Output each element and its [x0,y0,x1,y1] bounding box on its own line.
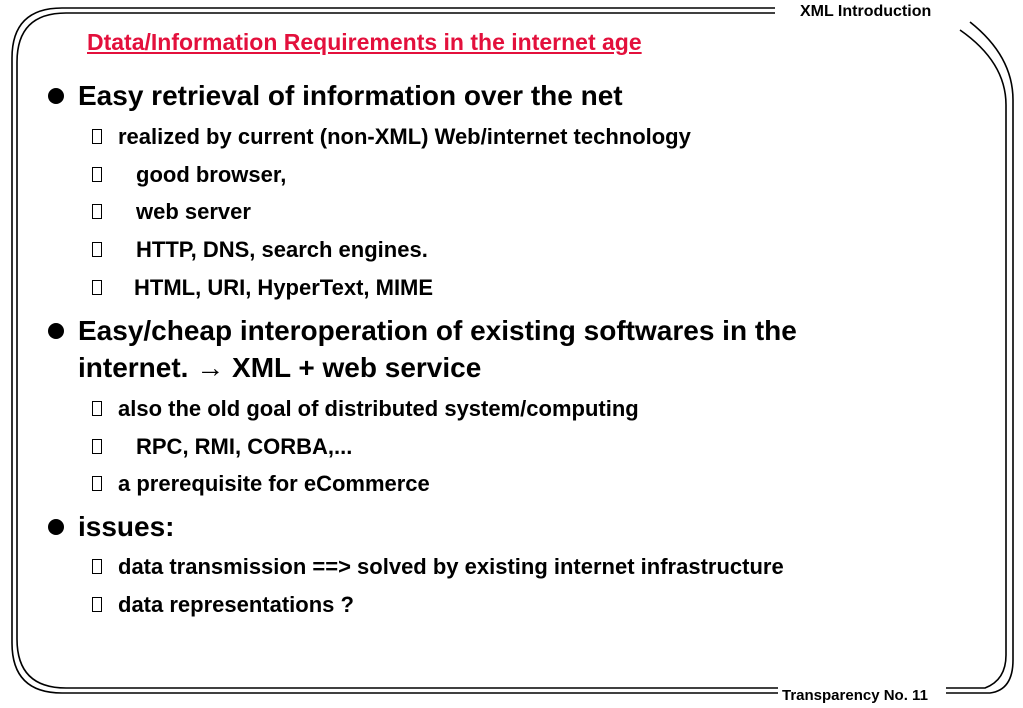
box-bullet-icon [92,242,102,257]
box-bullet-icon [92,439,102,454]
list-item-text: data transmission ==> solved by existing internet infrastructure [118,554,784,579]
list-item [118,123,691,151]
box-bullet-icon [92,280,102,295]
list-item-text: HTML, URI, HyperText, MIME [134,275,434,300]
box-bullet-icon [92,597,102,612]
list-item [118,591,354,619]
footer-label: Transparency No. 11 [778,686,946,706]
header-label: XML Introduction [796,2,960,22]
list-item-text: HTTP, DNS, search engines. [136,237,428,262]
list-item [118,553,784,581]
box-bullet-icon [92,204,102,219]
bullet-icon [48,519,64,535]
bullet-icon [48,323,64,339]
bullet-icon [48,88,64,104]
list-item [136,433,352,461]
box-bullet-icon [92,167,102,182]
box-bullet-icon [92,476,102,491]
list-item [78,313,797,349]
list-item-text: Easy retrieval of information over the net [78,80,623,111]
box-bullet-icon [92,401,102,416]
list-item [78,78,623,114]
list-item-text: issues: [78,511,175,542]
list-item-text: web server [136,199,251,224]
slide-title: Dtata/Information Requirements in the internet age [87,29,642,55]
list-item-continuation [78,350,481,386]
list-item-text: data representations ? [118,592,354,617]
list-item-text: RPC, RMI, CORBA,... [136,434,353,459]
list-item [134,274,433,302]
list-item-text: Easy/cheap interoperation of existing softwares in the [78,315,797,346]
list-item [78,509,175,545]
right-arrow-icon: → [196,352,225,383]
list-item-text: XML + web service [224,352,482,383]
list-item-text: good browser, [136,162,287,187]
list-item-text: internet. [78,352,197,383]
list-item [136,161,286,189]
list-item [118,395,639,423]
list-item [118,470,430,498]
box-bullet-icon [92,559,102,574]
box-bullet-icon [92,129,102,144]
list-item-text: also the old goal of distributed system/computing [118,396,639,421]
list-item [136,236,428,264]
list-item-text: realized by current (non-XML) Web/internet technology [118,124,691,149]
list-item-text: a prerequisite for eCommerce [118,471,430,496]
list-item [136,198,251,226]
